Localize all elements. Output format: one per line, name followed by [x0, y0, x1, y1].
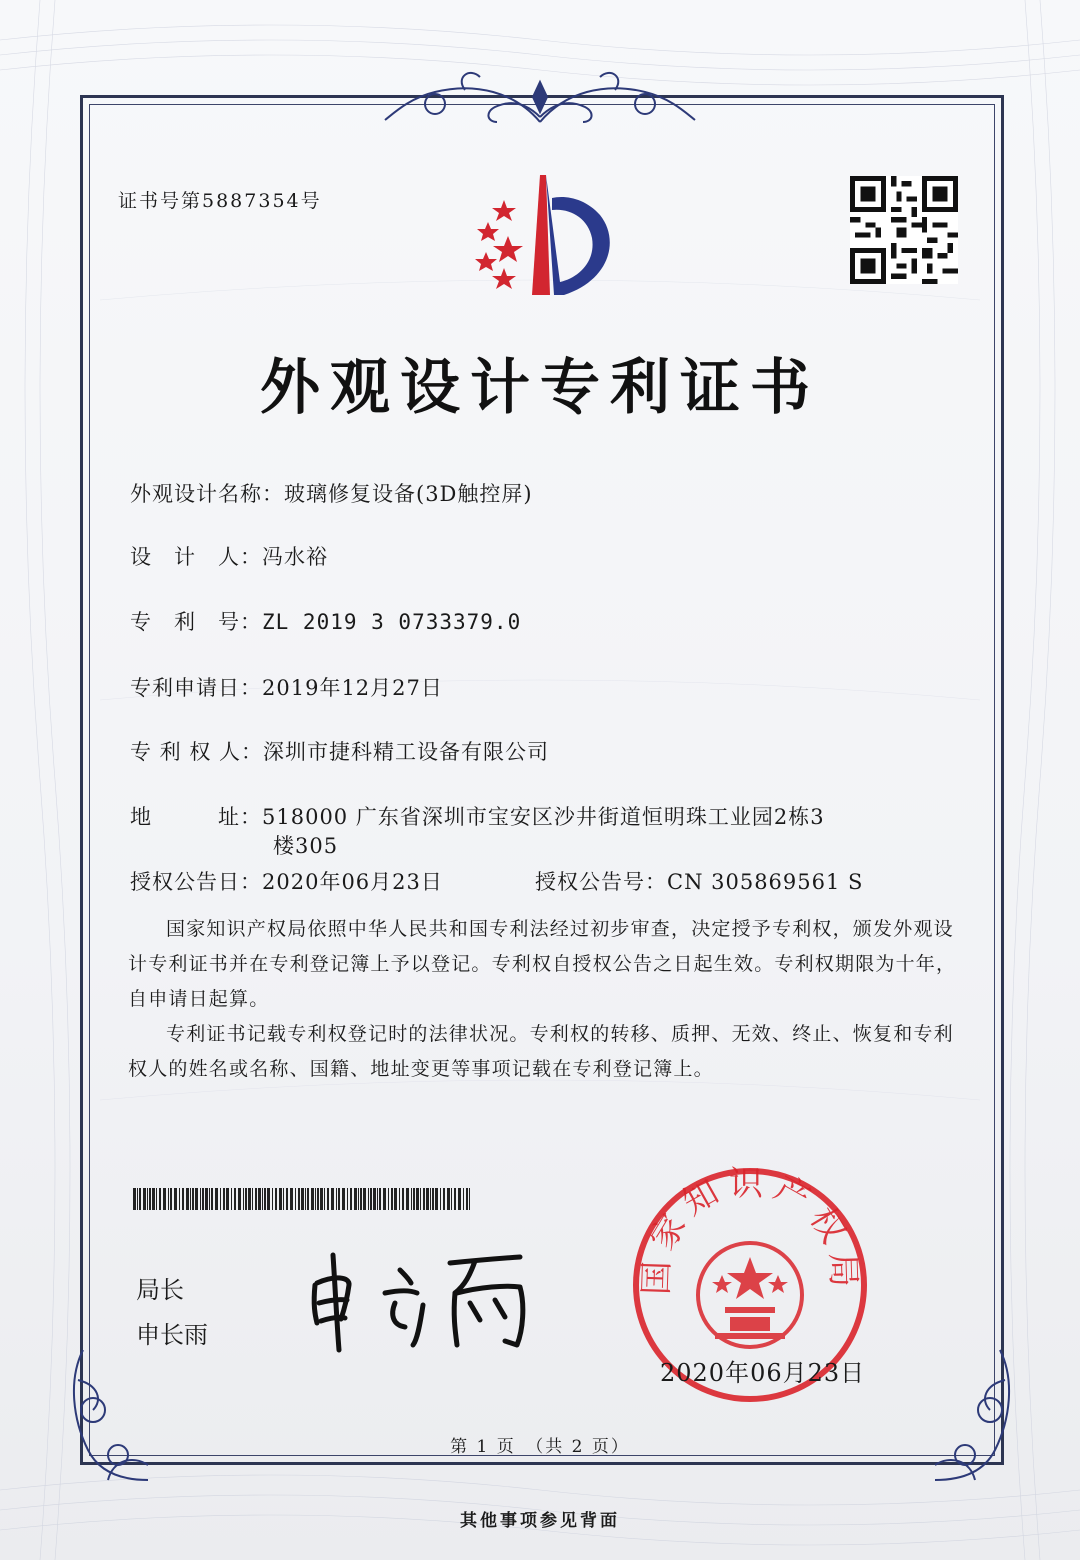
footer-note: 其他事项参见背面: [460, 1511, 620, 1531]
director-title: 局长: [136, 1276, 184, 1304]
grant-no-label: 授权公告号：: [535, 870, 667, 894]
patent-no-label: 专 利 号：: [130, 610, 262, 634]
statement-paragraph-1: 国家知识产权局依照中华人民共和国专利法经过初步审查，决定授予专利权，颁发外观设计专利证书并在专利登记簿上予以登记。专利权自授权公告之日起生效。专利权期限为十年，自申请日起算。: [128, 918, 957, 1010]
grant-date-value: 2020年06月23日: [262, 870, 443, 894]
design-name-value: 玻璃修复设备(3D触控屏): [284, 482, 533, 506]
filing-date-value: 2019年12月27日: [262, 676, 443, 700]
patent-no-value: ZL 2019 3 0733379.0: [262, 610, 522, 634]
address-value-line2: 楼305: [273, 834, 339, 858]
statement-text: [128, 912, 968, 1087]
designer-value: 冯水裕: [262, 545, 328, 569]
design-name-label: 外观设计名称：: [130, 482, 284, 506]
certificate-number: 证书号第5887354号: [118, 190, 322, 212]
filing-date-row: [130, 672, 443, 702]
bottom-left-ornament: [58, 1340, 188, 1490]
address-value-line1: 518000 广东省深圳市宝安区沙井街道恒明珠工业园2栋3: [262, 805, 825, 829]
designer-row: [130, 541, 328, 571]
statement-paragraph-2: 专利证书记载专利权登记时的法律状况。专利权的转移、质押、无效、终止、恢复和专利权人的姓名或名称、国籍、地址变更等事项记载在专利登记簿上。: [128, 1023, 954, 1080]
certificate-title: 外观设计专利证书: [260, 353, 820, 423]
address-label: 地 址：: [130, 805, 262, 829]
bottom-right-ornament: [895, 1340, 1025, 1490]
cnipa-logo-icon: [460, 170, 630, 305]
grant-no-value: CN 305869561 S: [667, 870, 864, 894]
patentee-value: 深圳市捷科精工设备有限公司: [263, 740, 550, 764]
page-number: 第 1 页 （共 2 页）: [450, 1437, 630, 1457]
barcode-icon: [133, 1188, 470, 1210]
grant-date-label: 授权公告日：: [130, 870, 262, 894]
patent-no-row: [130, 606, 521, 636]
seal-text: 国家知识产权局: [636, 1165, 864, 1296]
top-ornament: [375, 62, 705, 132]
designer-label: 设 计 人：: [130, 545, 262, 569]
qr-code-icon: [850, 176, 958, 284]
seal-date: 2020年06月23日: [660, 1359, 866, 1387]
patentee-row: [130, 736, 549, 766]
address-continuation-row: [273, 830, 338, 860]
patentee-label: 专 利 权 人：: [130, 740, 264, 764]
director-name: 申长雨: [136, 1321, 208, 1349]
address-row: [130, 801, 825, 831]
director-signature: [305, 1245, 545, 1355]
filing-date-label: 专利申请日：: [130, 676, 262, 700]
design-name-row: [130, 478, 533, 508]
grant-no-row: [535, 866, 863, 896]
grant-date-row: [130, 866, 443, 896]
